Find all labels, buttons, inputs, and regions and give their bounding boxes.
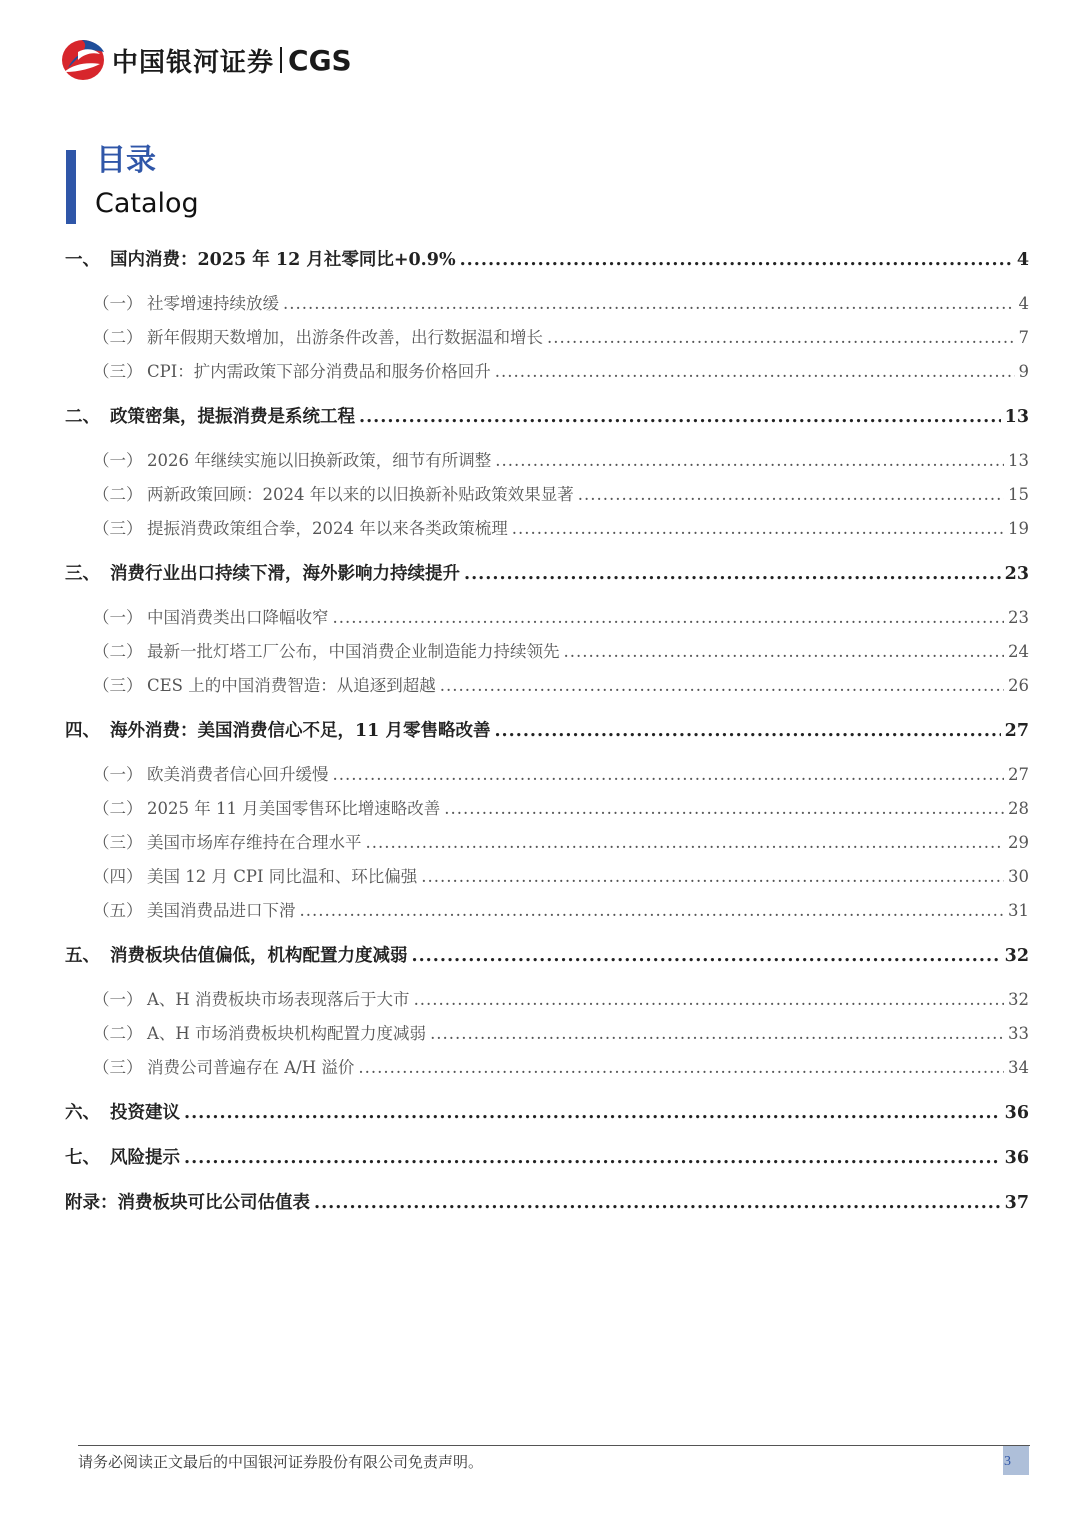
toc-entry-number: （二） bbox=[93, 1024, 143, 1043]
toc-entry-page: 9 bbox=[1018, 362, 1029, 381]
toc-entry-page: 34 bbox=[1008, 1058, 1029, 1077]
toc-entry-title: 美国 12 月 CPI 同比温和、环比偏强 bbox=[147, 867, 418, 886]
toc-dot-leader bbox=[359, 407, 1001, 427]
toc-subsection-entry[interactable] bbox=[65, 515, 1029, 549]
toc-entry-title: 中国消费类出口降幅收窄 bbox=[147, 608, 329, 627]
toc-entry-page: 36 bbox=[1004, 1103, 1029, 1123]
toc-subsection-entry[interactable] bbox=[65, 324, 1029, 358]
toc-dot-leader bbox=[564, 642, 1005, 661]
toc-entry-number: （四） bbox=[93, 867, 143, 886]
toc-dot-leader bbox=[283, 294, 1015, 313]
toc-dot-leader bbox=[412, 946, 1001, 966]
toc-entry-number: （三） bbox=[93, 833, 143, 852]
toc-entry-number: （一） bbox=[93, 294, 143, 313]
toc-entry-page: 32 bbox=[1004, 946, 1029, 966]
toc-entry-number: （三） bbox=[93, 519, 143, 538]
footer-disclaimer: 请务必阅读正文最后的中国银河证券股份有限公司免责声明。 bbox=[78, 1453, 484, 1471]
toc-entry-title: 两新政策回顾：2024 年以来的以旧换新补贴政策效果显著 bbox=[147, 485, 574, 504]
toc-entry-number: （一） bbox=[93, 608, 143, 627]
toc-entry-number: 六、 bbox=[65, 1103, 100, 1123]
toc-entry-number: （二） bbox=[93, 485, 143, 504]
toc-entry-title: 国内消费：2025 年 12 月社零同比+0.9% bbox=[110, 250, 456, 270]
toc-entry-title: CPI：扩内需政策下部分消费品和服务价格回升 bbox=[147, 362, 491, 381]
toc-entry-title: 风险提示 bbox=[110, 1148, 180, 1168]
toc-dot-leader bbox=[184, 1148, 1001, 1168]
toc-entry-number: 五、 bbox=[65, 946, 100, 966]
toc-section-entry[interactable] bbox=[65, 1144, 1029, 1178]
toc-section-entry[interactable] bbox=[65, 942, 1029, 976]
toc-dot-leader bbox=[414, 990, 1004, 1009]
toc-entry-title: 2025 年 11 月美国零售环比增速略改善 bbox=[147, 799, 441, 818]
brand-divider bbox=[280, 47, 282, 73]
toc-dot-leader bbox=[578, 485, 1004, 504]
toc-dot-leader bbox=[333, 608, 1005, 627]
toc-entry-number: （三） bbox=[93, 676, 143, 695]
toc-subsection-entry[interactable] bbox=[65, 1054, 1029, 1088]
header-logo bbox=[60, 38, 352, 82]
toc-entry-number: （三） bbox=[93, 1058, 143, 1077]
page-number-badge: 3 bbox=[1003, 1446, 1029, 1475]
toc-section-entry[interactable] bbox=[65, 403, 1029, 437]
toc-entry-page: 4 bbox=[1018, 294, 1029, 313]
toc-entry-title: 投资建议 bbox=[110, 1103, 180, 1123]
toc-entry-title: 消费板块估值偏低，机构配置力度减弱 bbox=[110, 946, 408, 966]
toc-entry-page: 15 bbox=[1008, 485, 1029, 504]
toc-dot-leader bbox=[547, 328, 1015, 347]
toc-entry-number: （五） bbox=[93, 901, 143, 920]
toc-entry-title: 附录：消费板块可比公司估值表 bbox=[65, 1193, 310, 1213]
toc-section-entry[interactable] bbox=[65, 1099, 1029, 1133]
toc-subsection-entry[interactable] bbox=[65, 829, 1029, 863]
toc-subsection-entry[interactable] bbox=[65, 358, 1029, 392]
toc-dot-leader bbox=[314, 1193, 1001, 1213]
toc-entry-number: （一） bbox=[93, 451, 143, 470]
toc-subsection-entry[interactable] bbox=[65, 290, 1029, 324]
toc-section-entry[interactable] bbox=[65, 1189, 1029, 1223]
toc-entry-title: 社零增速持续放缓 bbox=[147, 294, 279, 313]
toc-entry-title: 消费公司普遍存在 A/H 溢价 bbox=[147, 1058, 355, 1077]
toc-entry-number: 二、 bbox=[65, 407, 100, 427]
catalog-title-en: Catalog bbox=[95, 188, 199, 219]
toc-entry-page: 23 bbox=[1008, 608, 1029, 627]
toc-entry-title: 政策密集，提振消费是系统工程 bbox=[110, 407, 355, 427]
catalog-accent-bar bbox=[66, 150, 76, 224]
toc-entry-number: 一、 bbox=[65, 250, 100, 270]
toc-section-entry[interactable] bbox=[65, 246, 1029, 280]
toc-entry-page: 28 bbox=[1008, 799, 1029, 818]
toc-subsection-entry[interactable] bbox=[65, 761, 1029, 795]
toc-dot-leader bbox=[300, 901, 1005, 920]
toc-entry-number: （三） bbox=[93, 362, 143, 381]
toc-entry-number: （二） bbox=[93, 799, 143, 818]
toc-subsection-entry[interactable] bbox=[65, 863, 1029, 897]
toc-entry-page: 37 bbox=[1004, 1193, 1029, 1213]
toc-subsection-entry[interactable] bbox=[65, 986, 1029, 1020]
toc-dot-leader bbox=[421, 867, 1004, 886]
toc-subsection-entry[interactable] bbox=[65, 897, 1029, 931]
toc-entry-title: 提振消费政策组合拳，2024 年以来各类政策梳理 bbox=[147, 519, 508, 538]
toc-entry-title: A、H 消费板块市场表现落后于大市 bbox=[147, 990, 410, 1009]
toc-dot-leader bbox=[430, 1024, 1004, 1043]
cgs-logo-icon bbox=[60, 38, 106, 82]
toc-entry-number: 四、 bbox=[65, 721, 100, 741]
toc-subsection-entry[interactable] bbox=[65, 604, 1029, 638]
toc-dot-leader bbox=[495, 362, 1015, 381]
toc-section-entry[interactable] bbox=[65, 560, 1029, 594]
toc-entry-page: 7 bbox=[1018, 328, 1029, 347]
toc-subsection-entry[interactable] bbox=[65, 1020, 1029, 1054]
toc-dot-leader bbox=[512, 519, 1004, 538]
toc-entry-number: （一） bbox=[93, 765, 143, 784]
toc-entry-page: 13 bbox=[1008, 451, 1029, 470]
toc-entry-page: 23 bbox=[1004, 564, 1029, 584]
toc-dot-leader bbox=[440, 676, 1004, 695]
toc-entry-page: 27 bbox=[1004, 721, 1029, 741]
toc-entry-page: 30 bbox=[1008, 867, 1029, 886]
toc-dot-leader bbox=[333, 765, 1005, 784]
toc-entry-title: A、H 市场消费板块机构配置力度减弱 bbox=[147, 1024, 427, 1043]
toc-subsection-entry[interactable] bbox=[65, 638, 1029, 672]
toc-entry-page: 26 bbox=[1008, 676, 1029, 695]
toc-entry-title: 消费行业出口持续下滑，海外影响力持续提升 bbox=[110, 564, 460, 584]
toc-dot-leader bbox=[358, 1058, 1004, 1077]
toc-entry-number: （二） bbox=[93, 642, 143, 661]
toc-subsection-entry[interactable] bbox=[65, 447, 1029, 481]
toc-entry-number: （二） bbox=[93, 328, 143, 347]
toc-entry-page: 33 bbox=[1008, 1024, 1029, 1043]
toc-entry-title: 海外消费：美国消费信心不足，11 月零售略改善 bbox=[110, 721, 491, 741]
toc-entry-page: 36 bbox=[1004, 1148, 1029, 1168]
toc-entry-page: 31 bbox=[1008, 901, 1029, 920]
toc-entry-title: 美国市场库存维持在合理水平 bbox=[147, 833, 362, 852]
toc-entry-title: 新年假期天数增加，出游条件改善，出行数据温和增长 bbox=[147, 328, 543, 347]
toc-entry-title: 美国消费品进口下滑 bbox=[147, 901, 296, 920]
toc-entry-number: （一） bbox=[93, 990, 143, 1009]
toc-dot-leader bbox=[495, 451, 1004, 470]
toc-subsection-entry[interactable] bbox=[65, 672, 1029, 706]
toc-dot-leader bbox=[184, 1103, 1001, 1123]
table-of-contents bbox=[65, 246, 1029, 1223]
toc-entry-number: 七、 bbox=[65, 1148, 100, 1168]
toc-dot-leader bbox=[464, 564, 1001, 584]
toc-entry-page: 19 bbox=[1008, 519, 1029, 538]
toc-entry-page: 27 bbox=[1008, 765, 1029, 784]
toc-dot-leader bbox=[444, 799, 1004, 818]
toc-dot-leader bbox=[460, 250, 1013, 270]
toc-entry-title: 2026 年继续实施以旧换新政策，细节有所调整 bbox=[147, 451, 492, 470]
catalog-title-cn: 目录 bbox=[96, 143, 156, 178]
toc-entry-number: 三、 bbox=[65, 564, 100, 584]
toc-entry-title: CES 上的中国消费智造：从追逐到超越 bbox=[147, 676, 436, 695]
toc-entry-page: 4 bbox=[1016, 250, 1029, 270]
toc-entry-title: 欧美消费者信心回升缓慢 bbox=[147, 765, 329, 784]
toc-entry-page: 24 bbox=[1008, 642, 1029, 661]
toc-dot-leader bbox=[494, 721, 1000, 741]
toc-entry-title: 最新一批灯塔工厂公布，中国消费企业制造能力持续领先 bbox=[147, 642, 560, 661]
toc-subsection-entry[interactable] bbox=[65, 795, 1029, 829]
toc-dot-leader bbox=[366, 833, 1005, 852]
toc-entry-page: 32 bbox=[1008, 990, 1029, 1009]
footer-divider bbox=[78, 1445, 1030, 1446]
toc-entry-page: 29 bbox=[1008, 833, 1029, 852]
toc-entry-page: 13 bbox=[1004, 407, 1029, 427]
toc-subsection-entry[interactable] bbox=[65, 481, 1029, 515]
toc-section-entry[interactable] bbox=[65, 717, 1029, 751]
brand-name-en: CGS bbox=[288, 43, 352, 77]
brand-name-cn: 中国银河证券 bbox=[112, 47, 275, 78]
